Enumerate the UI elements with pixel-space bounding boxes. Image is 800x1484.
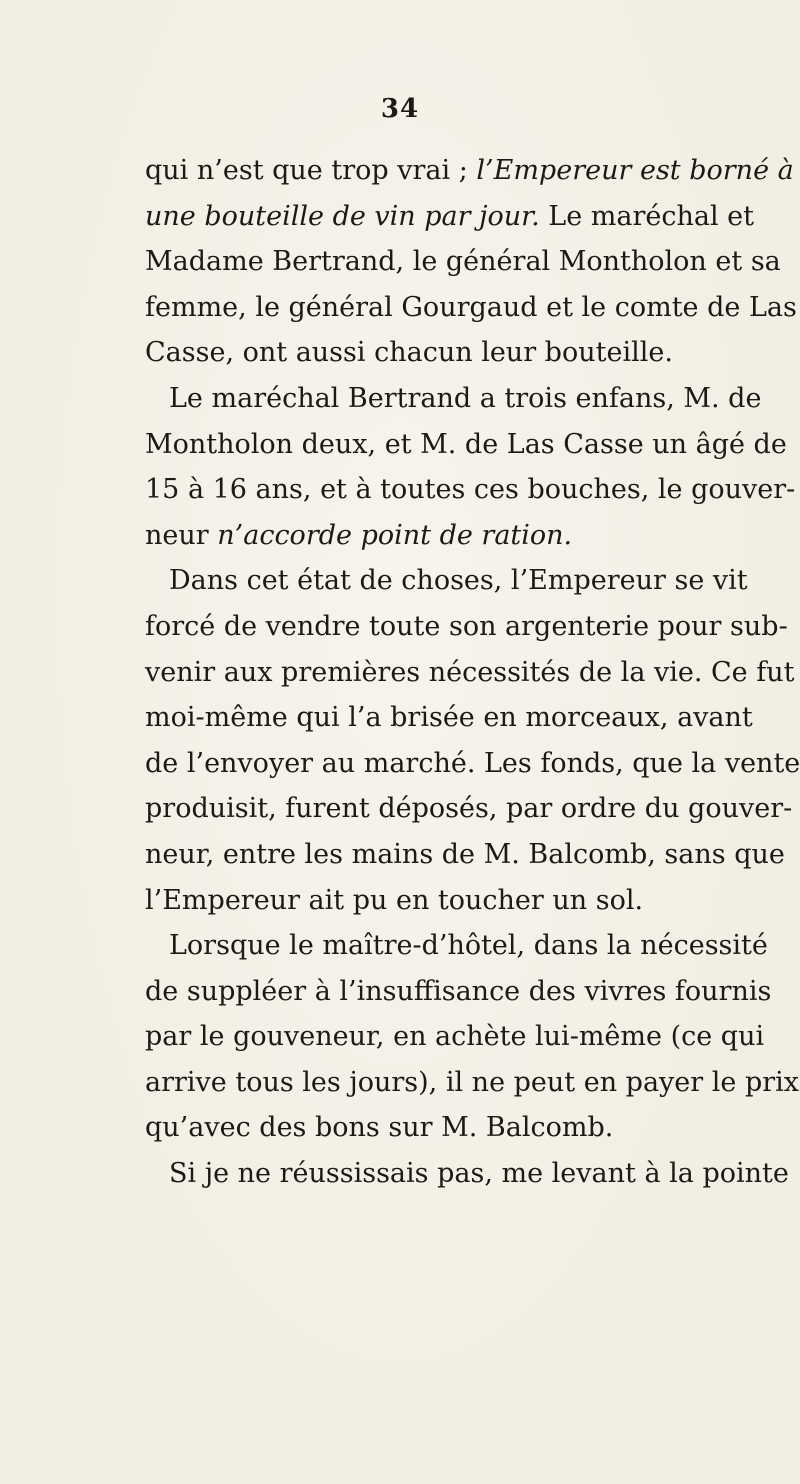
text-line [145,148,794,194]
italic-text: n’accorde point de ration. [217,519,573,551]
text-line [145,969,772,1015]
text-segment: qui n’est que trop vrai ; [145,155,477,186]
text-segment: neur, entre les mains de M. Balcomb, sans que [145,838,785,870]
text-segment: Le maréchal Bertrand a trois enfans, M. de [169,382,762,414]
text-line [145,832,785,878]
text-line [145,1105,745,1151]
italic-text: une bouteille de vin par jour. [145,200,540,232]
text-line [145,1060,800,1106]
text-segment: venir aux premières nécessités de la vie. Ce fut [145,656,795,688]
text-segment: l’Empereur ait pu en toucher un sol. [145,884,644,916]
page-number: 34 [380,94,420,124]
text-segment: arrive tous les jours), il ne peut en payer le prix [145,1066,800,1098]
text-line [145,741,800,787]
text-line [145,650,795,696]
text-segment: forcé de vendre toute son argenterie pour sub- [145,610,788,642]
text-line [145,786,793,832]
text-line [145,1151,789,1197]
text-line [145,558,748,604]
text-segment: qu’avec des bons sur M. Balcomb. [145,1112,614,1144]
text-segment: Lorsque le maître-d’hôtel, dans la nécessité [169,930,768,962]
text-line [145,376,762,422]
text-line [145,513,745,559]
text-line [145,422,787,468]
text-segment: de suppléer à l’insuffisance des vivres fournis [145,975,772,1007]
text-line [145,239,781,285]
text-line [145,285,797,331]
text-segment: par le gouveneur, en achète lui-même (ce qui [145,1021,765,1053]
text-segment: Casse, ont aussi chacun leur bouteille. [145,337,673,369]
text-segment: 15 à 16 ans, et à toutes ces bouches, le gouver- [145,474,796,506]
text-line [145,330,745,376]
text-line [145,923,768,969]
text-line [145,878,745,924]
text-segment: neur [145,519,218,551]
text-segment: de l’envoyer au marché. Les fonds, que la vente [145,747,800,779]
text-line [145,194,754,240]
text-segment: Madame Bertrand, le général Montholon et sa [145,246,781,278]
text-segment: produisit, furent déposés, par ordre du gouver- [145,793,793,825]
text-line [145,467,796,513]
body-text [145,148,800,1197]
text-segment: moi-même qui l’a brisée en morceaux, avant [145,702,753,734]
text-segment: Dans cet état de choses, l’Empereur se vit [169,565,748,597]
text-segment: Montholon deux, et M. de Las Casse un âgé de [145,428,787,460]
italic-text: l’Empereur est borné à [476,155,794,186]
text-segment: Le maréchal et [539,200,754,232]
text-line [145,695,753,741]
text-line [145,1014,765,1060]
text-segment: Si je ne réussissais pas, me levant à la pointe [169,1158,789,1190]
text-segment: femme, le général Gourgaud et le comte de Las [145,291,797,323]
text-line [145,604,788,650]
